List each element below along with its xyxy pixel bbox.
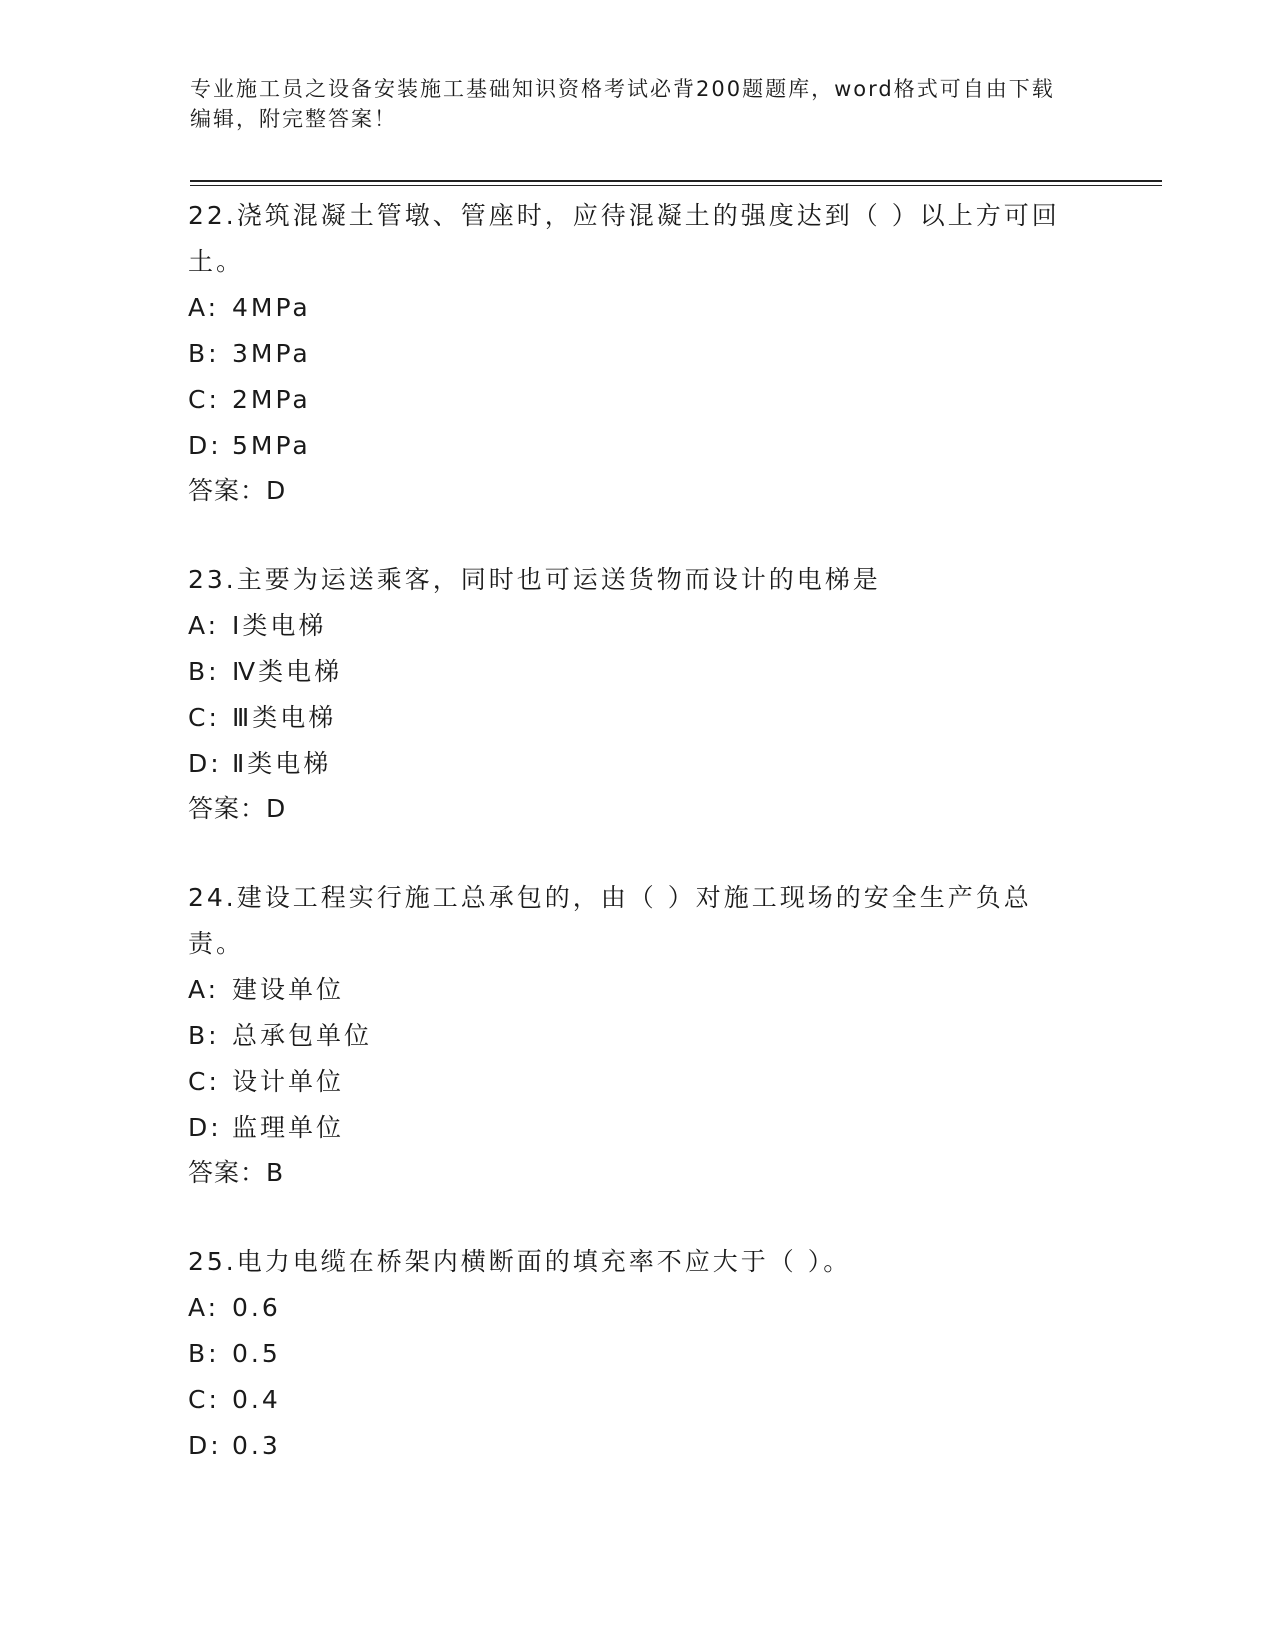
question-23 <box>188 557 1088 831</box>
option-c <box>188 377 1088 423</box>
option-d <box>188 1423 1088 1469</box>
option-text: 2MPa <box>232 385 311 414</box>
question-25 <box>188 1239 1088 1469</box>
option-letter: D: <box>188 749 222 778</box>
option-letter: D: <box>188 1113 222 1142</box>
option-b <box>188 331 1088 377</box>
option-text: 监理单位 <box>232 1113 345 1142</box>
option-c <box>188 695 1088 741</box>
option-text: Ⅲ类电梯 <box>232 703 337 732</box>
option-letter: B: <box>188 1339 220 1368</box>
question-stem: 25.电力电缆在桥架内横断面的填充率不应大于（ ）。 <box>188 1247 852 1276</box>
option-letter: B: <box>188 1021 220 1050</box>
header-divider-thin <box>190 185 1162 186</box>
option-text: 5MPa <box>232 431 311 460</box>
option-text: Ⅳ类电梯 <box>232 657 343 686</box>
option-letter: D: <box>188 431 222 460</box>
option-text: 总承包单位 <box>232 1021 373 1050</box>
option-text: Ⅰ类电梯 <box>232 611 327 640</box>
option-a <box>188 1285 1088 1331</box>
option-letter: B: <box>188 339 220 368</box>
option-letter: B: <box>188 657 220 686</box>
option-letter: A: <box>188 1293 220 1322</box>
option-text: 0.5 <box>232 1339 281 1368</box>
option-b <box>188 649 1088 695</box>
header-divider-thick <box>190 180 1162 182</box>
option-letter: A: <box>188 611 220 640</box>
answer-line: 答案：B <box>188 1158 285 1187</box>
question-stem: 23.主要为运送乘客，同时也可运送货物而设计的电梯是 <box>188 565 881 594</box>
option-a <box>188 967 1088 1013</box>
option-letter: C: <box>188 385 220 414</box>
answer-line: 答案：D <box>188 794 287 823</box>
document-header: 专业施工员之设备安装施工基础知识资格考试必背200题题库，word格式可自由下载编辑，附完整答案！ <box>190 77 1055 131</box>
question-stem: 24.建设工程实行施工总承包的，由（ ）对施工现场的安全生产负总责。 <box>188 883 1032 958</box>
option-b <box>188 1013 1088 1059</box>
option-letter: D: <box>188 1431 222 1460</box>
option-text: 0.3 <box>232 1431 281 1460</box>
option-a <box>188 603 1088 649</box>
option-letter: C: <box>188 703 220 732</box>
question-stem: 22.浇筑混凝土管墩、管座时，应待混凝土的强度达到（ ）以上方可回土。 <box>188 201 1060 276</box>
option-a <box>188 285 1088 331</box>
option-text: 0.4 <box>232 1385 281 1414</box>
option-letter: C: <box>188 1067 220 1096</box>
answer-line: 答案：D <box>188 476 287 505</box>
option-text: Ⅱ类电梯 <box>232 749 332 778</box>
option-letter: A: <box>188 975 220 1004</box>
option-letter: A: <box>188 293 220 322</box>
option-b <box>188 1331 1088 1377</box>
option-d <box>188 423 1088 469</box>
option-d <box>188 1105 1088 1151</box>
option-d <box>188 741 1088 787</box>
option-text: 0.6 <box>232 1293 281 1322</box>
option-text: 建设单位 <box>232 975 345 1004</box>
question-22 <box>188 193 1088 513</box>
question-24 <box>188 875 1088 1195</box>
question-list <box>188 193 1088 1513</box>
option-c <box>188 1377 1088 1423</box>
option-letter: C: <box>188 1385 220 1414</box>
option-text: 4MPa <box>232 293 311 322</box>
option-text: 3MPa <box>232 339 311 368</box>
option-c <box>188 1059 1088 1105</box>
option-text: 设计单位 <box>232 1067 345 1096</box>
